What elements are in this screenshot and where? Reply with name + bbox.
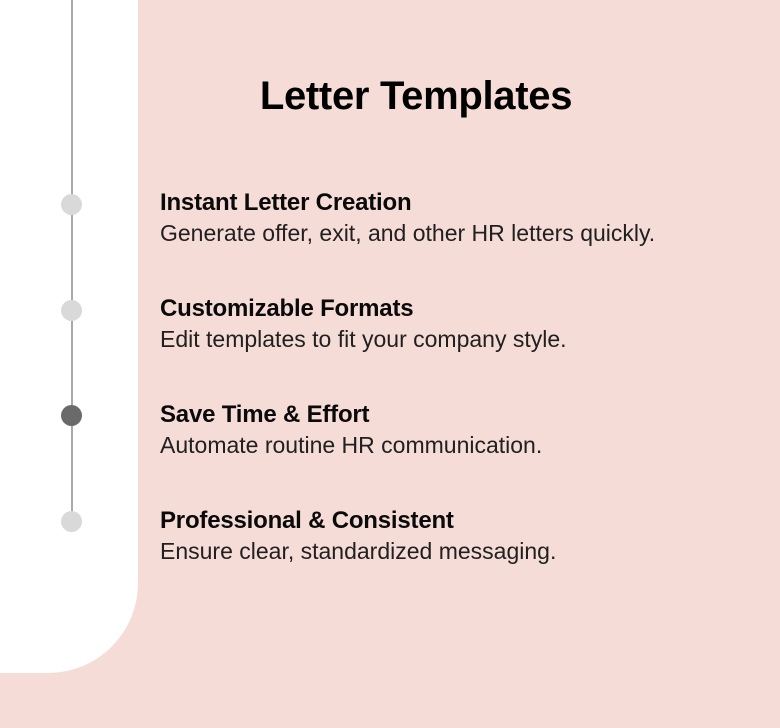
timeline-line bbox=[71, 0, 73, 522]
timeline-dot bbox=[61, 300, 82, 321]
page-title: Letter Templates bbox=[259, 73, 573, 118]
feature-title: Professional & Consistent bbox=[160, 507, 454, 534]
feature-title: Instant Letter Creation bbox=[160, 189, 412, 216]
feature-description: Ensure clear, standardized messaging. bbox=[160, 538, 557, 564]
timeline-dot bbox=[61, 405, 82, 426]
feature-description: Automate routine HR communication. bbox=[160, 432, 543, 458]
feature-item-professional-consistent bbox=[160, 506, 750, 566]
timeline-dot bbox=[61, 511, 82, 532]
feature-item-save-time-effort bbox=[160, 400, 750, 460]
feature-description: Edit templates to fit your company style. bbox=[160, 326, 567, 352]
feature-description: Generate offer, exit, and other HR letters quickly. bbox=[160, 220, 656, 246]
left-margin-panel bbox=[0, 0, 138, 673]
feature-item-customizable-formats bbox=[160, 294, 750, 354]
timeline-dot bbox=[61, 194, 82, 215]
feature-list bbox=[160, 188, 750, 612]
feature-item-instant-letter-creation bbox=[160, 188, 750, 248]
feature-title: Customizable Formats bbox=[160, 295, 414, 322]
feature-title: Save Time & Effort bbox=[160, 401, 370, 428]
